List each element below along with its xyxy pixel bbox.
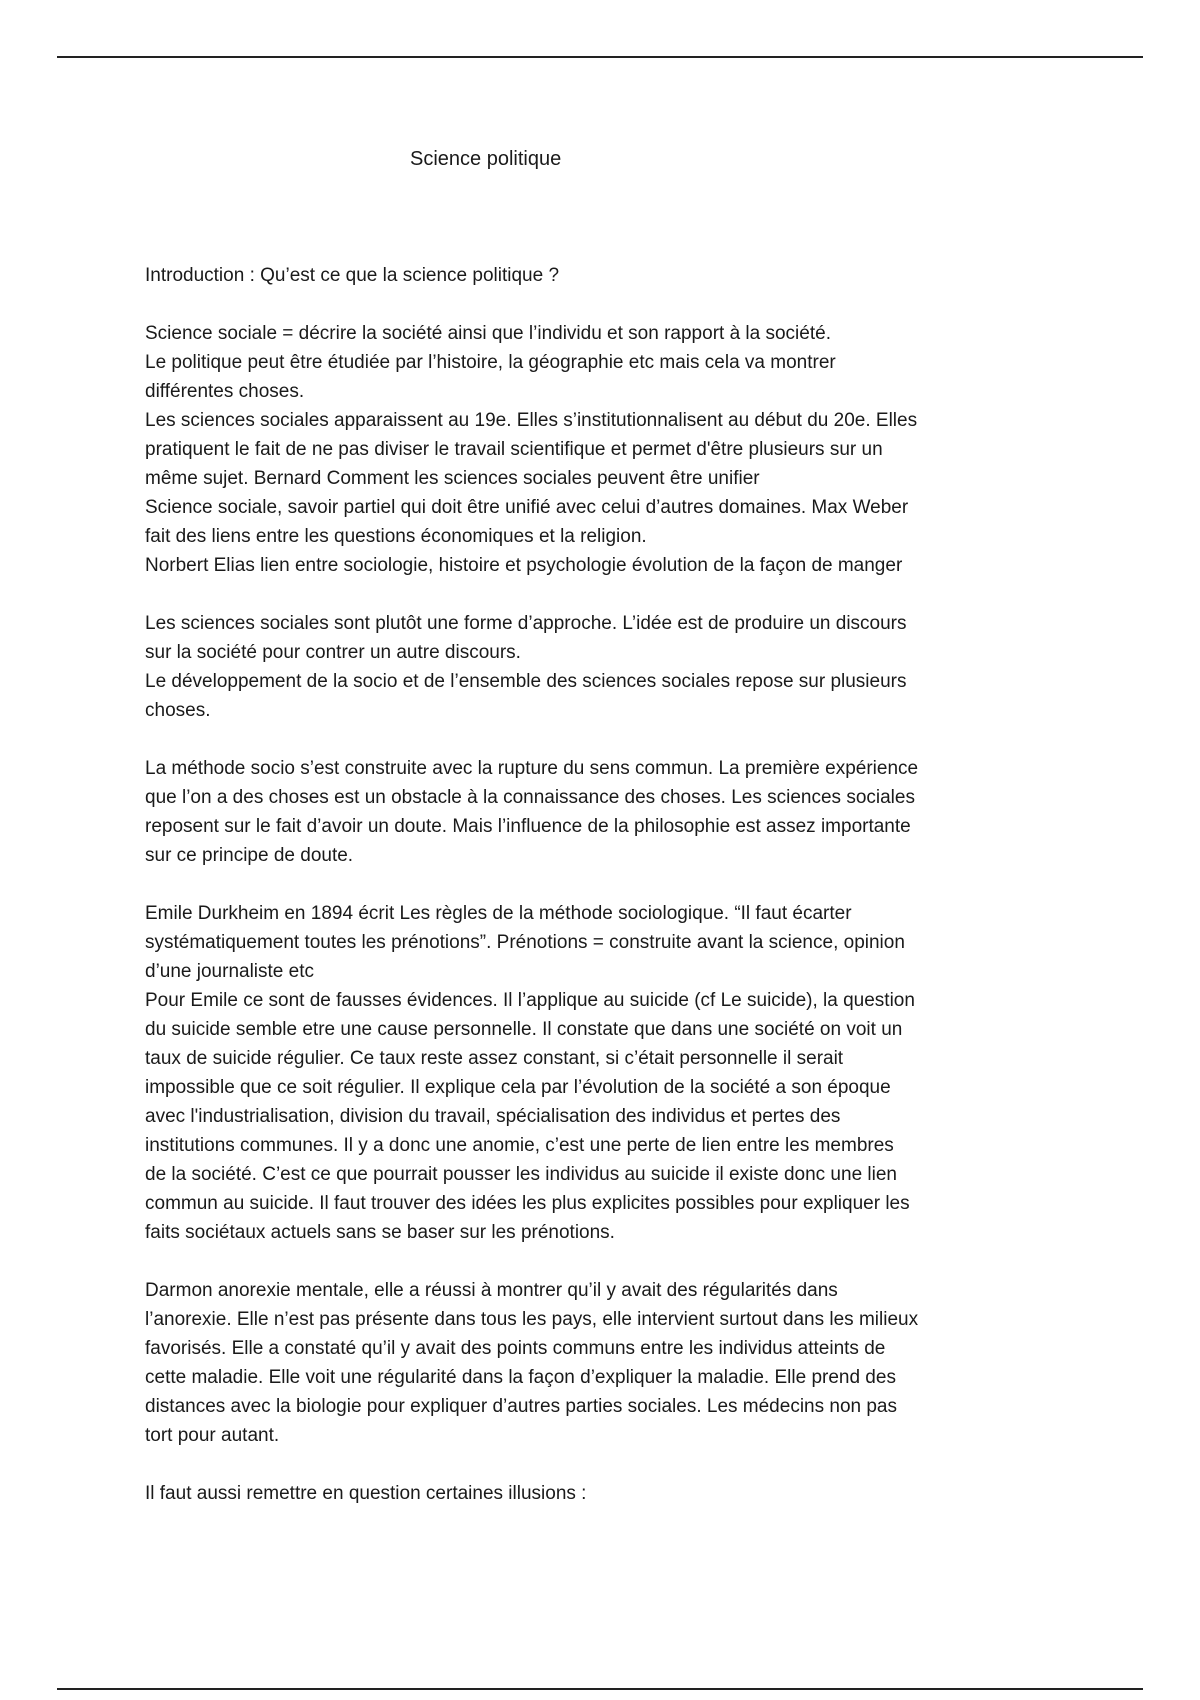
text-line: différentes choses. bbox=[145, 381, 305, 402]
text-line: Il faut aussi remettre en question certaines illusions : bbox=[145, 1483, 587, 1504]
text-line: de la société. C’est ce que pourrait pousser les individus au suicide il existe donc une lien bbox=[145, 1164, 897, 1185]
text-line: reposent sur le fait d’avoir un doute. Mais l’influence de la philosophie est assez importante bbox=[145, 816, 911, 837]
text-line: La méthode socio s’est construite avec la rupture du sens commun. La première expérience bbox=[145, 758, 919, 779]
paragraph bbox=[145, 754, 1075, 870]
document-body bbox=[145, 261, 1075, 1537]
text-line: impossible que ce soit régulier. Il explique cela par l’évolution de la société a son époque bbox=[145, 1077, 891, 1098]
text-line: commun au suicide. Il faut trouver des idées les plus explicites possibles pour expliquer les bbox=[145, 1193, 910, 1214]
text-line: d’une journaliste etc bbox=[145, 961, 314, 982]
paragraph bbox=[145, 1479, 1075, 1508]
text-line: fait des liens entre les questions économiques et la religion. bbox=[145, 526, 647, 547]
text-line: Le développement de la socio et de l’ensemble des sciences sociales repose sur plusieurs bbox=[145, 671, 907, 692]
text-line: cette maladie. Elle voit une régularité dans la façon d’expliquer la maladie. Elle prend des bbox=[145, 1367, 896, 1388]
text-line: choses. bbox=[145, 700, 211, 721]
text-line: Le politique peut être étudiée par l’histoire, la géographie etc mais cela va montrer bbox=[145, 352, 836, 373]
text-line: faits sociétaux actuels sans se baser sur les prénotions. bbox=[145, 1222, 615, 1243]
text-line: sur la société pour contrer un autre discours. bbox=[145, 642, 521, 663]
paragraph bbox=[145, 319, 1075, 580]
text-line: Les sciences sociales sont plutôt une forme d’approche. L’idée est de produire un discours bbox=[145, 613, 907, 634]
paragraph bbox=[145, 1276, 1075, 1450]
top-rule bbox=[57, 56, 1143, 58]
text-line: l’anorexie. Elle n’est pas présente dans tous les pays, elle intervient surtout dans les milieux bbox=[145, 1309, 919, 1330]
paragraph bbox=[145, 609, 1075, 725]
text-line: même sujet. Bernard Comment les sciences sociales peuvent être unifier bbox=[145, 468, 760, 489]
text-line: Science sociale = décrire la société ainsi que l’individu et son rapport à la société. bbox=[145, 323, 831, 344]
text-line: sur ce principe de doute. bbox=[145, 845, 354, 866]
text-line: que l’on a des choses est un obstacle à la connaissance des choses. Les sciences sociales bbox=[145, 787, 915, 808]
paragraph-container bbox=[145, 319, 1075, 1508]
text-line: tort pour autant. bbox=[145, 1425, 280, 1446]
section-heading: Introduction : Qu’est ce que la science politique ? bbox=[145, 265, 560, 286]
text-line: pratiquent le fait de ne pas diviser le travail scientifique et permet d'être plusieurs sur un bbox=[145, 439, 883, 460]
text-line: Pour Emile ce sont de fausses évidences. Il l’applique au suicide (cf Le suicide), la question bbox=[145, 990, 915, 1011]
bottom-rule bbox=[57, 1688, 1143, 1690]
text-line: Science sociale, savoir partiel qui doit être unifié avec celui d’autres domaines. Max Weber bbox=[145, 497, 909, 518]
text-line: distances avec la biologie pour expliquer d’autres parties sociales. Les médecins non pas bbox=[145, 1396, 897, 1417]
text-line: taux de suicide régulier. Ce taux reste assez constant, si c’était personnelle il serait bbox=[145, 1048, 844, 1069]
text-line: systématiquement toutes les prénotions”. Prénotions = construite avant la science, opinion bbox=[145, 932, 905, 953]
text-line: Norbert Elias lien entre sociologie, histoire et psychologie évolution de la façon de manger bbox=[145, 555, 903, 576]
text-line: institutions communes. Il y a donc une anomie, c’est une perte de lien entre les membres bbox=[145, 1135, 894, 1156]
text-line: favorisés. Elle a constaté qu’il y avait des points communs entre les individus atteints de bbox=[145, 1338, 886, 1359]
text-line: avec l'industrialisation, division du travail, spécialisation des individus et pertes des bbox=[145, 1106, 841, 1127]
document-title: Science politique bbox=[410, 148, 562, 170]
text-line: Darmon anorexie mentale, elle a réussi à montrer qu’il y avait des régularités dans bbox=[145, 1280, 838, 1301]
text-line: Emile Durkheim en 1894 écrit Les règles de la méthode sociologique. “Il faut écarter bbox=[145, 903, 852, 924]
paragraph bbox=[145, 899, 1075, 1247]
text-line: du suicide semble etre une cause personnelle. Il constate que dans une société on voit un bbox=[145, 1019, 903, 1040]
text-line: Les sciences sociales apparaissent au 19e. Elles s’institutionnalisent au début du 20e. Elles bbox=[145, 410, 918, 431]
